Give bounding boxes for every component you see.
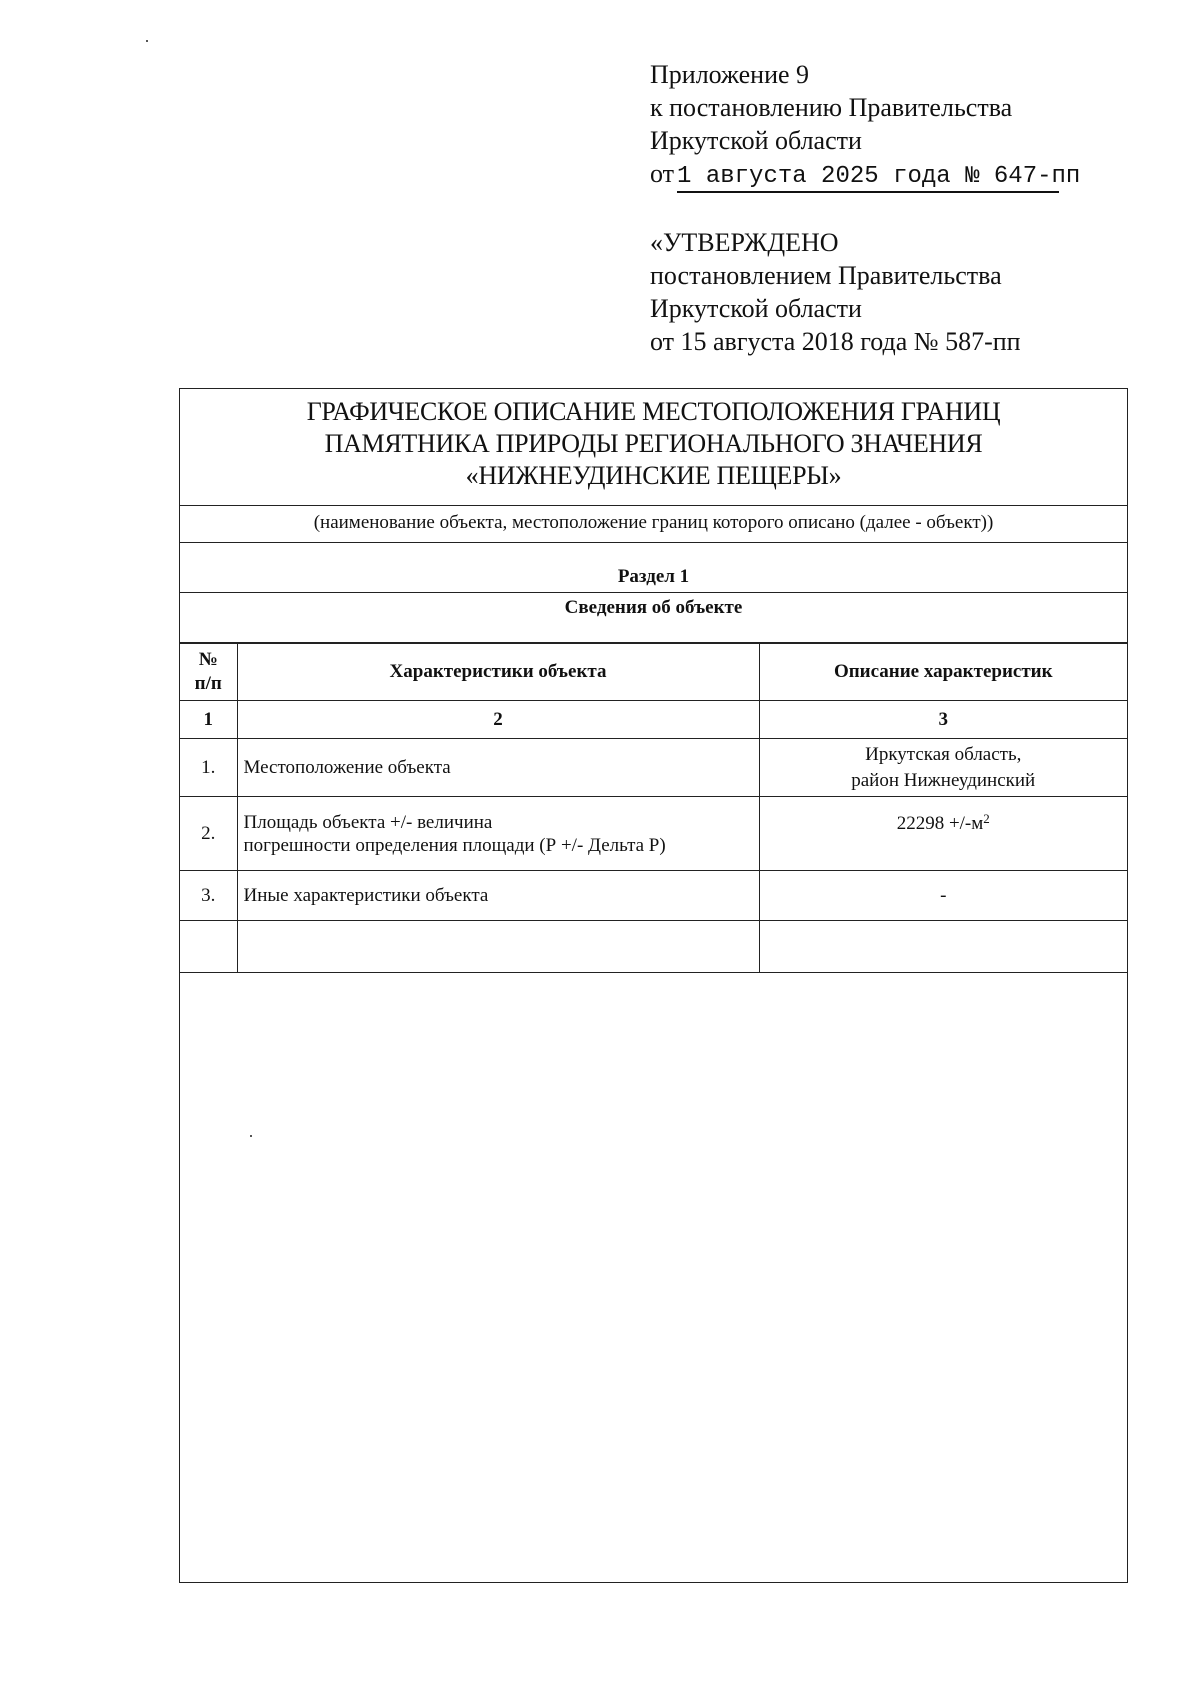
- row-characteristic-line: Площадь объекта +/- величина: [243, 811, 493, 833]
- document-frame: [179, 388, 1128, 1583]
- table-header-row: [180, 644, 1127, 701]
- appendix-header: [650, 58, 1170, 193]
- table-row: [180, 797, 1127, 871]
- approved-date: от 15 августа 2018 года № 587-пп: [650, 327, 1021, 356]
- approved-region: Иркутской области: [650, 294, 862, 323]
- approved-label: «УТВЕРЖДЕНО: [650, 228, 839, 257]
- row-description: -: [759, 871, 1127, 921]
- approval-stamp-text: [650, 226, 1170, 358]
- appendix-to-resolution: к постановлению Правительства: [650, 93, 1013, 122]
- row-number: 3.: [180, 871, 237, 921]
- row-number: 2.: [180, 797, 237, 871]
- characteristics-table: [180, 643, 1127, 973]
- row-description: [759, 739, 1127, 797]
- table-row: [180, 871, 1127, 921]
- row-characteristic-line: погрешности определения площади (Р +/- Дельта Р): [243, 834, 666, 856]
- row-description-line: район Нижнеудинский: [851, 769, 1036, 791]
- index-cell: 3: [759, 701, 1127, 739]
- empty-cell: [180, 921, 237, 973]
- appendix-number: Приложение 9: [650, 60, 810, 89]
- index-cell: 2: [237, 701, 759, 739]
- area-unit-exponent: 2: [983, 811, 990, 826]
- table-row: [180, 739, 1127, 797]
- appendix-region: Иркутской области: [650, 126, 862, 155]
- document-title: [180, 389, 1127, 506]
- date-prefix: от: [650, 159, 675, 188]
- index-cell: 1: [180, 701, 237, 739]
- section-heading: Раздел 1: [180, 543, 1127, 593]
- title-line-1: ГРАФИЧЕСКОЕ ОПИСАНИЕ МЕСТОПОЛОЖЕНИЯ ГРАНИЦ: [306, 397, 1001, 426]
- empty-cell: [759, 921, 1127, 973]
- header-description: Описание характеристик: [759, 644, 1127, 701]
- row-characteristic: [237, 797, 759, 871]
- appendix-date-line: [650, 157, 1170, 193]
- header-num-symbol: №: [198, 649, 218, 670]
- row-number: 1.: [180, 739, 237, 797]
- header-characteristics: Характеристики объекта: [237, 644, 759, 701]
- approved-by-resolution: постановлением Правительства: [650, 261, 1002, 290]
- header-num: [180, 644, 237, 701]
- row-characteristic: Иные характеристики объекта: [237, 871, 759, 921]
- scan-speck: [146, 40, 148, 42]
- row-description-line: Иркутская область,: [865, 743, 1022, 765]
- title-line-2: ПАМЯТНИКА ПРИРОДЫ РЕГИОНАЛЬНОГО ЗНАЧЕНИЯ: [324, 429, 983, 458]
- document-subtitle: (наименование объекта, местоположение границ которого описано (далее - объект)): [180, 506, 1127, 543]
- resolution-date-number: 1 августа 2025 года № 647-пп: [677, 163, 1059, 193]
- table-empty-row: [180, 921, 1127, 973]
- header-num-abbr: п/п: [194, 673, 222, 694]
- row-description: [759, 797, 1127, 871]
- empty-cell: [237, 921, 759, 973]
- table-index-row: [180, 701, 1127, 739]
- info-heading: Сведения об объекте: [180, 593, 1127, 643]
- area-value: 22298 +/-м: [896, 813, 984, 834]
- row-characteristic: Местоположение объекта: [237, 739, 759, 797]
- title-line-3: «НИЖНЕУДИНСКИЕ ПЕЩЕРЫ»: [465, 461, 842, 490]
